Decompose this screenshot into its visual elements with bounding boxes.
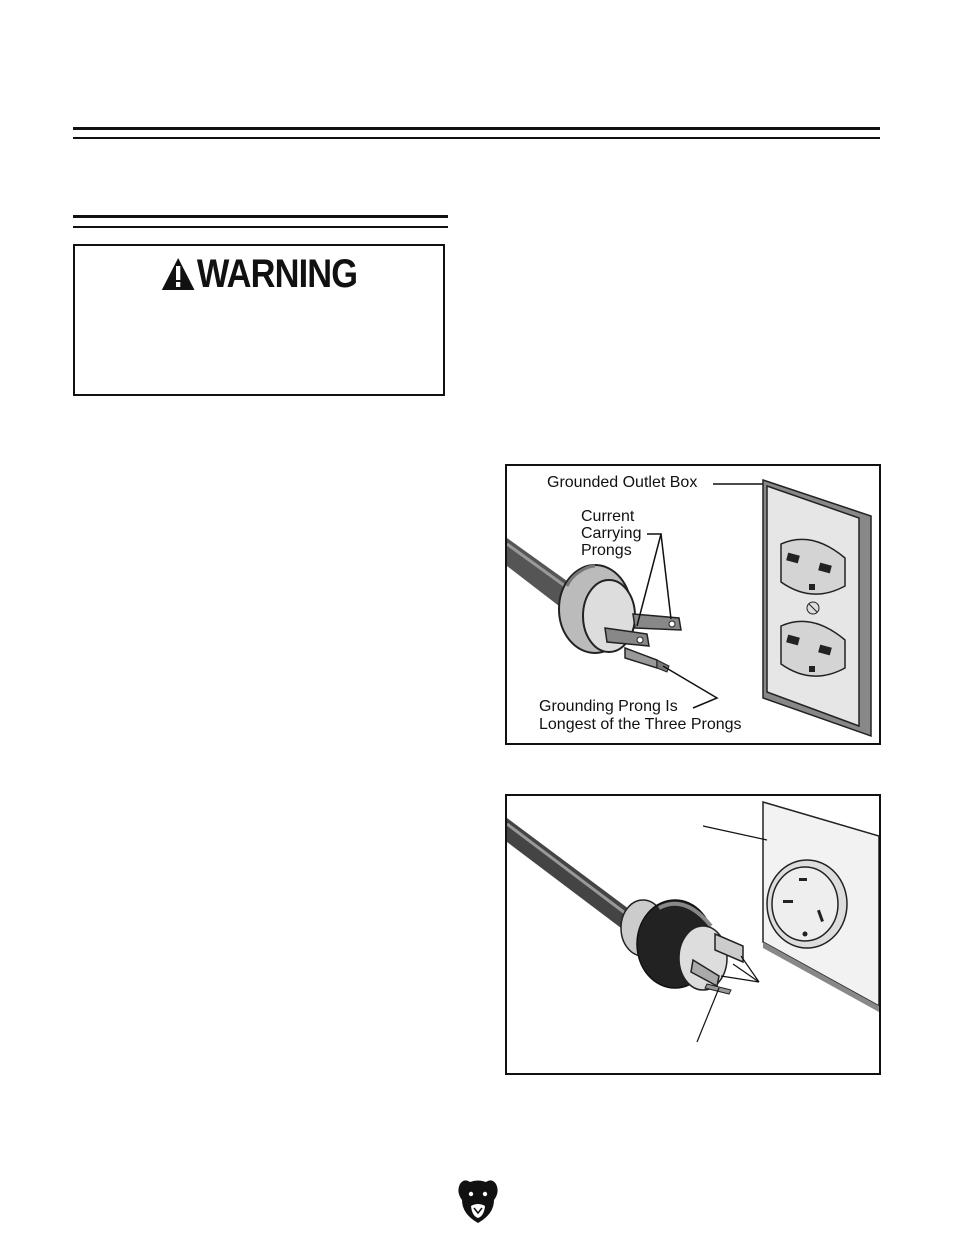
bear-logo-icon [456,1178,500,1224]
section-rule-thin [73,226,448,228]
label-grounded-outlet-box: Grounded Outlet Box [547,474,698,491]
label-current-carrying-line3: Prongs [581,542,632,559]
header-rule-thick [73,127,880,130]
label-current-carrying-line1: Current [581,508,635,525]
warning-box [73,244,445,396]
label-grounding-prong-line1: Grounding Prong Is [539,698,678,715]
220v-plug-illustration [507,796,879,1073]
warning-triangle-icon [161,256,195,301]
figure-220v-plug-receptacle [505,794,881,1075]
label-current-carrying-line2: Carrying [581,525,642,542]
header-rule-thin [73,137,880,139]
warning-header [101,252,417,301]
figure-grounded-plug-outlet [505,464,881,745]
section-rule-thick [73,215,448,218]
label-grounding-prong-line2: Longest of the Three Prongs [539,716,742,733]
warning-title: WARNING [196,252,358,296]
